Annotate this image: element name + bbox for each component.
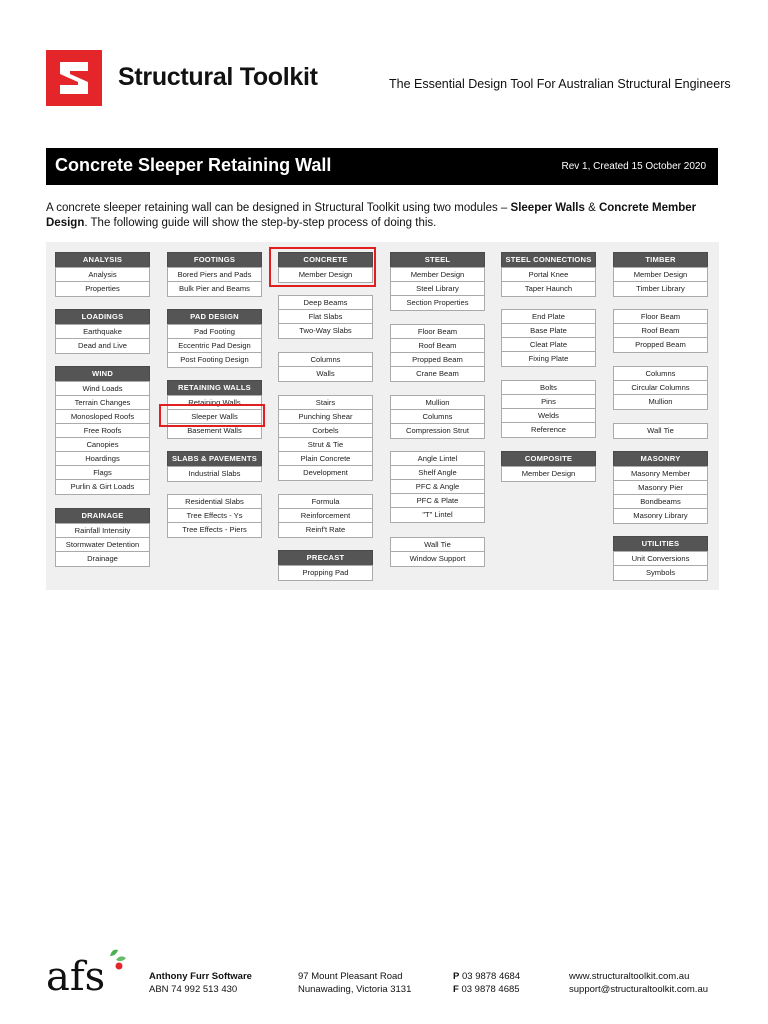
module-timber-roof-beam[interactable]: Roof Beam (613, 323, 708, 339)
module-stormwater-detention[interactable]: Stormwater Detention (55, 537, 150, 553)
module-pfc-angle[interactable]: PFC & Angle (390, 479, 485, 495)
tagline: The Essential Design Tool For Australian Structural Engineers (389, 77, 731, 91)
module-shelf-angle[interactable]: Shelf Angle (390, 465, 485, 481)
module-concrete-member-design[interactable]: Member Design (278, 267, 373, 283)
module-eccentric-pad-design[interactable]: Eccentric Pad Design (167, 338, 262, 354)
title-bar (46, 148, 718, 185)
header-retaining-walls: RETAINING WALLS (167, 380, 262, 396)
header-composite: COMPOSITE (501, 451, 596, 467)
module-terrain-changes[interactable]: Terrain Changes (55, 395, 150, 411)
footer-address-block (298, 970, 411, 996)
module-monosloped-roofs[interactable]: Monosloped Roofs (55, 409, 150, 425)
afs-logo-text: afs (46, 954, 106, 994)
module-concrete-walls[interactable]: Walls (278, 366, 373, 382)
module-composite-member-design[interactable]: Member Design (501, 466, 596, 482)
module-angle-lintel[interactable]: Angle Lintel (390, 451, 485, 467)
module-base-plate[interactable]: Base Plate (501, 323, 596, 339)
module-concrete-columns[interactable]: Columns (278, 352, 373, 368)
module-canopies[interactable]: Canopies (55, 437, 150, 453)
module-portal-knee[interactable]: Portal Knee (501, 267, 596, 283)
structural-toolkit-logo-icon (46, 50, 102, 106)
module-reinft-rate[interactable]: Reinf't Rate (278, 522, 373, 538)
module-punching-shear[interactable]: Punching Shear (278, 409, 373, 425)
afs-logo-icon (46, 948, 130, 994)
header-masonry: MASONRY (613, 451, 708, 467)
header-analysis: ANALYSIS (55, 252, 150, 268)
intro-bold-sleeper-walls: Sleeper Walls (510, 202, 585, 214)
module-properties[interactable]: Properties (55, 281, 150, 297)
module-symbols[interactable]: Symbols (613, 565, 708, 581)
footer-fax-label: F (453, 984, 459, 995)
module-flat-slabs[interactable]: Flat Slabs (278, 309, 373, 325)
module-timber-wall-tie[interactable]: Wall Tie (613, 423, 708, 439)
module-masonry-pier[interactable]: Masonry Pier (613, 480, 708, 496)
header-precast: PRECAST (278, 550, 373, 566)
module-reinforcement[interactable]: Reinforcement (278, 508, 373, 524)
module-strut-tie[interactable]: Strut & Tie (278, 437, 373, 453)
module-deep-beams[interactable]: Deep Beams (278, 295, 373, 311)
module-wind-loads[interactable]: Wind Loads (55, 381, 150, 397)
module-corbels[interactable]: Corbels (278, 423, 373, 439)
module-steel-wall-tie[interactable]: Wall Tie (390, 537, 485, 553)
module-plain-concrete[interactable]: Plain Concrete (278, 451, 373, 467)
module-hoardings[interactable]: Hoardings (55, 451, 150, 467)
footer-fax: 03 9878 4685 (461, 984, 520, 995)
module-drainage[interactable]: Drainage (55, 551, 150, 567)
page-title: Concrete Sleeper Retaining Wall (55, 155, 332, 175)
module-pad-footing[interactable]: Pad Footing (167, 324, 262, 340)
footer-address-2: Nunawading, Victoria 3131 (298, 984, 412, 995)
module-tree-effects-piers[interactable]: Tree Effects - Piers (167, 522, 262, 538)
module-pfc-plate[interactable]: PFC & Plate (390, 493, 485, 509)
footer-phone-label: P (453, 971, 460, 982)
module-bondbeams[interactable]: Bondbeams (613, 494, 708, 510)
header-loadings: LOADINGS (55, 309, 150, 325)
module-bored-piers-pads[interactable]: Bored Piers and Pads (167, 267, 262, 283)
header-steel-connections: STEEL CONNECTIONS (501, 252, 596, 268)
module-crane-beam[interactable]: Crane Beam (390, 366, 485, 382)
module-timber-member-design[interactable]: Member Design (613, 267, 708, 283)
intro-paragraph (46, 201, 718, 231)
header-drainage: DRAINAGE (55, 508, 150, 524)
module-masonry-member[interactable]: Masonry Member (613, 466, 708, 482)
footer-address-1: 97 Mount Pleasant Road (298, 971, 403, 982)
footer-website-link[interactable]: www.structuraltoolkit.com.au (569, 971, 690, 982)
module-welds[interactable]: Welds (501, 408, 596, 424)
intro-amp: & (584, 202, 599, 214)
header-steel: STEEL (390, 252, 485, 268)
footer-phone[interactable]: 03 9878 4684 (461, 971, 521, 982)
module-fixing-plate[interactable]: Fixing Plate (501, 351, 596, 367)
module-steel-floor-beam[interactable]: Floor Beam (390, 324, 485, 340)
module-tree-effects-ys[interactable]: Tree Effects - Ys (167, 508, 262, 524)
module-timber-propped-beam[interactable]: Propped Beam (613, 337, 708, 353)
header-timber: TIMBER (613, 252, 708, 268)
module-formula[interactable]: Formula (278, 494, 373, 510)
module-cleat-plate[interactable]: Cleat Plate (501, 337, 596, 353)
footer-phone-block (453, 970, 520, 996)
module-steel-roof-beam[interactable]: Roof Beam (390, 338, 485, 354)
header-concrete: CONCRETE (278, 252, 373, 268)
module-circular-columns[interactable]: Circular Columns (613, 380, 708, 396)
module-rainfall-intensity[interactable]: Rainfall Intensity (55, 523, 150, 539)
module-timber-mullion[interactable]: Mullion (613, 394, 708, 410)
module-t-lintel[interactable]: "T" Lintel (390, 507, 485, 523)
module-steel-propped-beam[interactable]: Propped Beam (390, 352, 485, 368)
module-two-way-slabs[interactable]: Two-Way Slabs (278, 323, 373, 339)
header-utilities: UTILITIES (613, 536, 708, 552)
module-end-plate[interactable]: End Plate (501, 309, 596, 325)
module-steel-columns[interactable]: Columns (390, 409, 485, 425)
module-section-properties[interactable]: Section Properties (390, 295, 485, 311)
module-timber-columns[interactable]: Columns (613, 366, 708, 382)
module-steel-library[interactable]: Steel Library (390, 281, 485, 297)
module-sleeper-walls[interactable]: Sleeper Walls (167, 409, 262, 425)
module-flags[interactable]: Flags (55, 465, 150, 481)
module-masonry-library[interactable]: Masonry Library (613, 508, 708, 524)
module-retaining-walls[interactable]: Retaining Walls (167, 395, 262, 411)
module-bulk-pier-beams[interactable]: Bulk Pier and Beams (167, 281, 262, 297)
module-compression-strut[interactable]: Compression Strut (390, 423, 485, 439)
module-reference[interactable]: Reference (501, 422, 596, 438)
module-purlin-girt-loads[interactable]: Purlin & Girt Loads (55, 479, 150, 495)
module-panel (46, 242, 719, 590)
module-industrial-slabs[interactable]: Industrial Slabs (167, 466, 262, 482)
intro-text-1: A concrete sleeper retaining wall can be designed in Structural Toolkit using two modules – (46, 202, 511, 214)
module-window-support[interactable]: Window Support (390, 551, 485, 567)
module-bolts[interactable]: Bolts (501, 380, 596, 396)
module-taper-haunch[interactable]: Taper Haunch (501, 281, 596, 297)
intro-text-2: . The following guide will show the step-by-step process of doing this. (84, 217, 437, 229)
brand-name: Structural Toolkit (118, 63, 318, 91)
module-unit-conversions[interactable]: Unit Conversions (613, 551, 708, 567)
module-earthquake[interactable]: Earthquake (55, 324, 150, 340)
module-analysis[interactable]: Analysis (55, 267, 150, 283)
header-slabs-pavements: SLABS & PAVEMENTS (167, 451, 262, 467)
footer-contact-block (569, 970, 708, 996)
module-post-footing-design[interactable]: Post Footing Design (167, 352, 262, 368)
module-basement-walls[interactable]: Basement Walls (167, 423, 262, 439)
footer-company-name: Anthony Furr Software (149, 971, 252, 982)
module-steel-member-design[interactable]: Member Design (390, 267, 485, 283)
module-steel-mullion[interactable]: Mullion (390, 395, 485, 411)
module-timber-floor-beam[interactable]: Floor Beam (613, 309, 708, 325)
module-residential-slabs[interactable]: Residential Slabs (167, 494, 262, 510)
module-pins[interactable]: Pins (501, 394, 596, 410)
module-propping-pad[interactable]: Propping Pad (278, 565, 373, 581)
footer-company-block (149, 970, 252, 996)
footer-email-link[interactable]: support@structuraltoolkit.com.au (569, 984, 709, 995)
module-dead-and-live[interactable]: Dead and Live (55, 338, 150, 354)
module-development[interactable]: Development (278, 465, 373, 481)
footer-abn: ABN 74 992 513 430 (149, 984, 238, 995)
revision-note: Rev 1, Created 15 October 2020 (561, 161, 706, 172)
concrete-highlight-box (269, 247, 376, 287)
intro-bold-concrete-member-design: Concrete Member Design (46, 202, 697, 229)
sleeper-walls-highlight-box (159, 404, 265, 427)
header-pad-design: PAD DESIGN (167, 309, 262, 325)
header-wind: WIND (55, 366, 150, 382)
module-timber-library[interactable]: Timber Library (613, 281, 708, 297)
header-footings: FOOTINGS (167, 252, 262, 268)
module-free-roofs[interactable]: Free Roofs (55, 423, 150, 439)
module-stairs[interactable]: Stairs (278, 395, 373, 411)
